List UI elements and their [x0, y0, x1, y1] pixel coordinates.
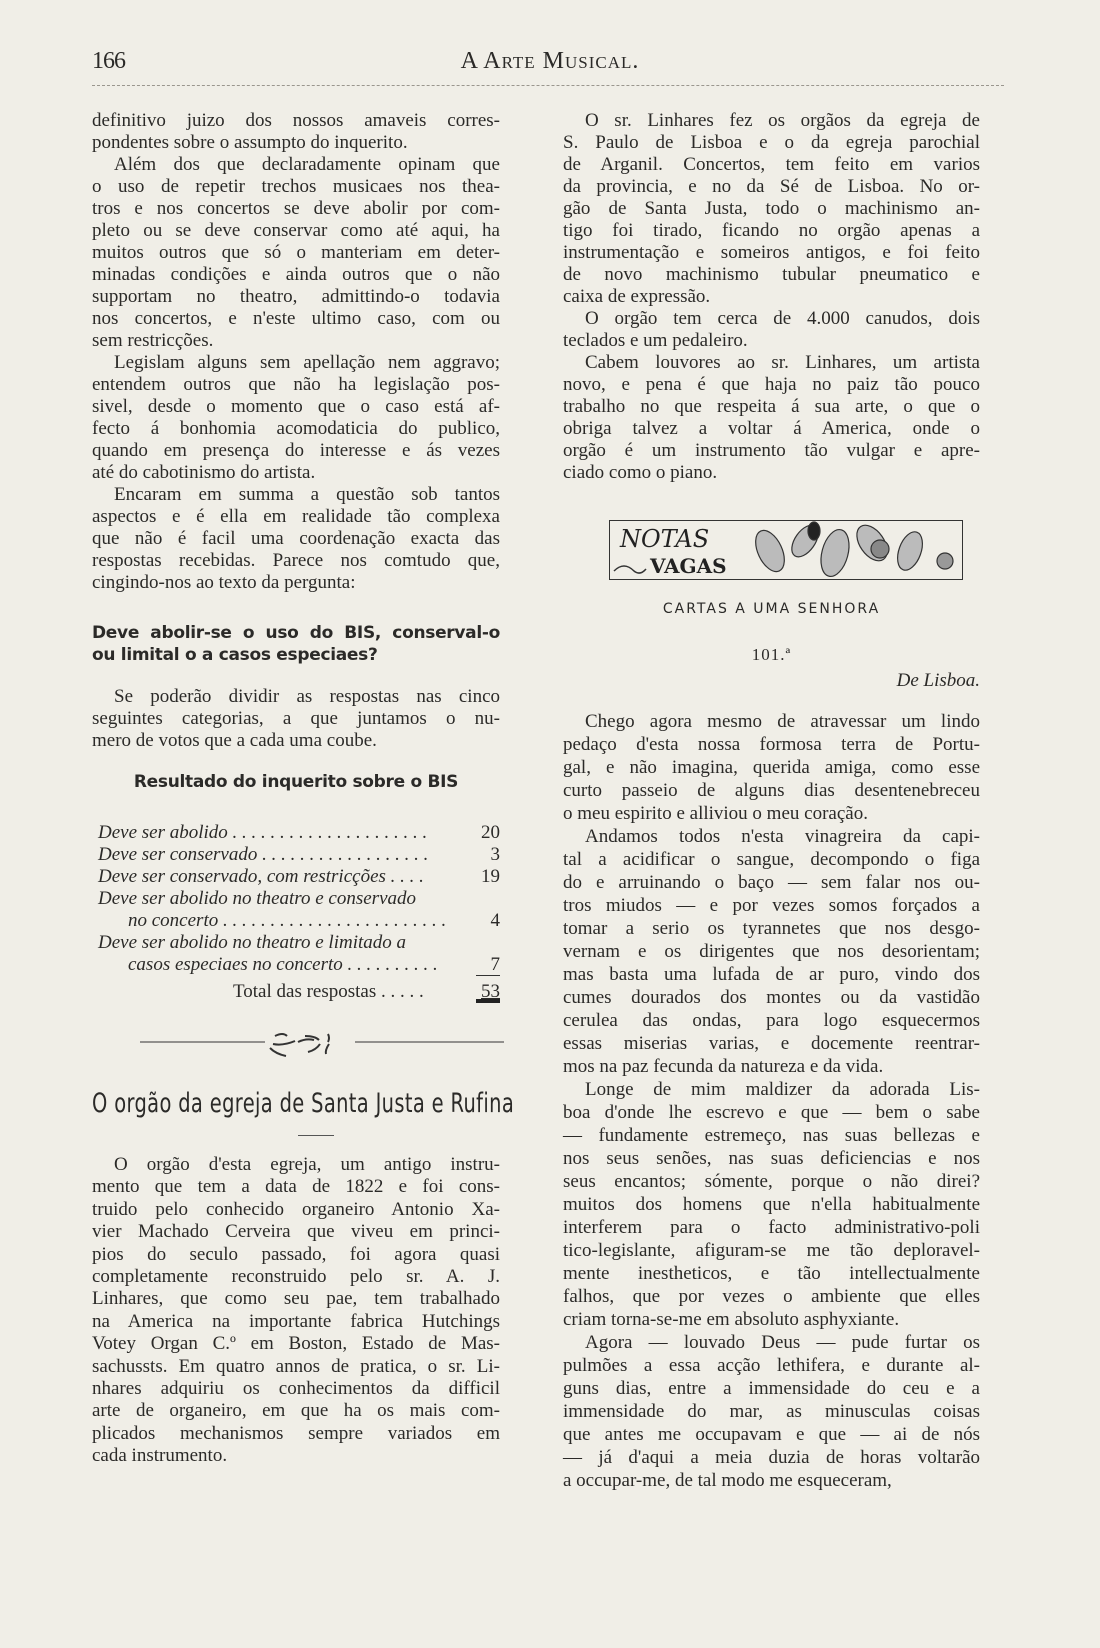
text-line: tros miudos — e por vezes somos forçados a	[563, 895, 980, 916]
results-total-row	[98, 981, 500, 1003]
page-number: 166	[92, 48, 125, 74]
logo-line2: VAGAS	[650, 554, 727, 578]
result-label: Deve ser abolido . . . . . . . . . . . . . . . . . . . . .	[98, 822, 428, 843]
text-line: O orgão d'esta egreja, um antigo instru-	[114, 1154, 500, 1175]
paragraph	[563, 710, 980, 825]
total-label: Total das respostas . . . . .	[233, 981, 424, 1002]
survey-question	[92, 622, 500, 666]
text-line: cada instrumento.	[92, 1445, 228, 1467]
text-line: tal a acidificar o sangue, decompondo o figa	[563, 849, 980, 870]
text-line: novo, e pena é que haja no paiz tão pouco	[563, 374, 980, 395]
text-line: cumes dourados dos montes ou da vastidão	[563, 987, 980, 1008]
text-line: pulmões a essa acção lethifera, e durante al-	[563, 1355, 980, 1376]
text-line: sachussts. Em quatro annos de pratica, o sr. Li-	[92, 1355, 500, 1377]
text-line: Além dos que declaradamente opinam que	[114, 154, 500, 175]
text-line: curto passeio de alguns dias desentenebreceu	[563, 780, 980, 801]
text-line: nos seus senões, nas suas deficiencias e nos	[563, 1148, 980, 1169]
section-ornament	[140, 1030, 504, 1060]
results-row	[98, 932, 500, 976]
text-line: immensidade do mar, as minusculas coisas	[563, 1401, 980, 1422]
text-line: Andamos todos n'esta vinagreira da capi-	[585, 826, 980, 847]
categories-paragraph	[92, 686, 500, 752]
letter-body	[563, 710, 980, 1492]
results-table	[98, 822, 500, 1003]
text-line: nos concertos, e n'este ultimo caso, com ou	[92, 308, 500, 329]
text-line: supportam no theatro, admittindo-o todavia	[92, 286, 500, 307]
text-line: S. Paulo de Lisboa e o da egreja parochial	[563, 132, 980, 153]
text-line: Encaram em summa a questão sob tantos	[114, 484, 500, 505]
text-line: obriga talvez a voltar á America, onde o	[563, 418, 980, 439]
text-line: boa d'onde lhe escrevo e que — bem o sabe	[563, 1102, 980, 1123]
text-line: arte de organeiro, em que ha os mais com-	[92, 1400, 500, 1422]
text-line: Votey Organ C.º em Boston, Estado de Mas-	[92, 1333, 500, 1355]
paragraph	[563, 825, 980, 1078]
text-line: mento que tem a data de 1822 e foi cons-	[92, 1176, 500, 1198]
text-line: até do cabotinismo do artista.	[92, 462, 316, 483]
text-line: vier Machado Cerveira que viveu em princi-	[92, 1221, 500, 1243]
text-line: ciado como o piano.	[563, 462, 718, 483]
paragraph	[563, 308, 980, 352]
ornament-flourish-icon	[140, 1030, 504, 1060]
text-line: Agora — louvado Deus — pude furtar os	[585, 1332, 980, 1353]
text-line: seguintes categorias, a que juntamos o nu-	[92, 708, 500, 729]
text-line: teclados e um pedaleiro.	[563, 330, 748, 351]
text-line: mas basta uma lufada de ar puro, vindo dos	[563, 964, 980, 985]
result-votes: 3	[490, 844, 500, 865]
text-line: de novo machinismo tubular pneumatico e	[563, 264, 980, 285]
text-line: mero de votos que a cada uma coube.	[92, 730, 377, 751]
results-row	[98, 866, 500, 888]
text-line: da provincia, e no da Sé de Lisboa. No or-	[563, 176, 980, 197]
result-label: Deve ser conservado . . . . . . . . . . . . . . . . . .	[98, 844, 429, 865]
result-votes: 7	[476, 954, 500, 976]
text-line: sem restricções.	[92, 330, 214, 351]
text-line: vernam e os dirigentes que nos desorientam;	[563, 941, 980, 962]
text-line: quando em presença do interesse e ás vezes	[92, 440, 500, 461]
text-line: sivel, desde o momento que o caso está af-	[92, 396, 500, 417]
paragraph	[92, 1154, 500, 1467]
paragraph	[92, 110, 500, 154]
text-line: Linhares, que como seu pae, tem trabalhado	[92, 1288, 500, 1310]
text-line: trabalho no que respeita á sua arte, o que o	[563, 396, 980, 417]
text-line: que antes me occupavam e que — ai de nós	[563, 1424, 980, 1445]
question-line: Deve abolir-se o uso do BIS, conserval-o	[92, 623, 500, 643]
text-line: essas miserias varias, e docemente reentrar-	[563, 1033, 980, 1054]
text-line: gão de Santa Justa, todo o machinismo an-	[563, 198, 980, 219]
text-line: tros e nos concertos se deve abolir por com-	[92, 198, 500, 219]
title-rule	[298, 1135, 334, 1136]
text-line: respostas recebidas. Parece nos comtudo que,	[92, 550, 500, 571]
results-heading: Resultado do inquerito sobre o BIS	[133, 772, 459, 792]
result-label: no concerto . . . . . . . . . . . . . . . . . . . . . . . .	[128, 910, 447, 931]
text-line: seus encantos; sómente, porque o não direi?	[563, 1171, 980, 1192]
paragraph	[92, 484, 500, 594]
text-line: plicados mechanismos sempre variados em	[92, 1422, 500, 1444]
paragraph	[92, 154, 500, 352]
text-line: do e arruinando o baço — sem falar nos ou-	[563, 872, 980, 893]
text-line: tigo foi tirado, ficando no orgão apenas a	[563, 220, 980, 241]
letter-number: 101.ª	[751, 645, 792, 664]
text-line: O sr. Linhares fez os orgãos da egreja de	[585, 110, 980, 131]
text-line: o uso de repetir trechos musicaes nos thea-	[92, 176, 500, 197]
results-row	[98, 844, 500, 866]
total-value: 53	[476, 981, 500, 1003]
text-line: de Arganil. Concertos, tem feito em varios	[563, 154, 980, 175]
text-line: que não é facil uma coordenação exacta das	[92, 528, 500, 549]
text-line: o meu espirito e alliviou o meu coração.	[563, 803, 868, 824]
text-line: Chego agora mesmo de atravessar um lindo	[585, 711, 980, 732]
text-line: cingindo-nos ao texto da pergunta:	[92, 572, 356, 593]
text-line: definitivo juizo dos nossos amaveis corres-	[92, 110, 500, 131]
text-line: muitos dos homens que n'ella habitualmente	[563, 1194, 980, 1215]
text-line: nhares adquiriu os conhecimentos da difficil	[92, 1377, 500, 1399]
right-article-continued	[563, 110, 980, 484]
article-body	[92, 1154, 500, 1467]
result-label: Deve ser abolido no theatro e conservado	[98, 888, 416, 909]
paragraph	[563, 1078, 980, 1331]
text-line: minadas condições e ainda outros que o não	[92, 264, 500, 285]
notas-vagas-logo	[609, 520, 963, 580]
result-votes: 19	[481, 866, 500, 887]
text-line: truido pelo conhecido organeiro Antonio Xa-	[92, 1198, 500, 1220]
floral-ornament-icon	[610, 521, 962, 579]
text-line: muitos outros que só o manteriam em deter-	[92, 242, 500, 263]
text-line: pondentes sobre o assumpto do inquerito.	[92, 132, 408, 153]
text-line: completamente reconstruido pelo sr. A. J.	[92, 1265, 500, 1287]
article-title: O orgão da egreja de Santa Justa e Rufina	[92, 1088, 515, 1119]
result-votes: 4	[490, 910, 500, 931]
results-row	[98, 888, 500, 932]
text-line: na America na importante fabrica Hutchings	[92, 1310, 500, 1332]
logo-line1: NOTAS	[620, 525, 710, 553]
section-subtitle: CARTAS A UMA SENHORA	[662, 601, 881, 617]
result-label: casos especiaes no concerto . . . . . . . . . .	[128, 954, 438, 975]
text-line: — já d'aqui a meia duzia de horas voltarão	[563, 1447, 980, 1468]
text-line: interferem para o facto administrativo-poli	[563, 1217, 980, 1238]
text-line: caixa de expressão.	[563, 286, 711, 307]
text-line: Se poderão dividir as respostas nas cinco	[114, 686, 500, 707]
running-title: A Arte Musical.	[460, 48, 640, 74]
text-line: instrumentação e someiros antigos, e foi feito	[563, 242, 980, 263]
paragraph	[92, 352, 500, 484]
text-line: guns dias, entre a immensidade do ceu e a	[563, 1378, 980, 1399]
result-votes: 20	[481, 822, 500, 843]
text-line: aspectos e é ella em realidade tão complexa	[92, 506, 500, 527]
text-line: cerulea das ondas, para logo esquecermos	[563, 1010, 980, 1031]
text-line: criam torna-se-me em absoluto asphyxiante.	[563, 1309, 900, 1330]
text-line: Legislam alguns sem apellação nem aggravo;	[114, 352, 500, 373]
text-line: Cabem louvores ao sr. Linhares, um artista	[585, 352, 980, 373]
text-line: mos na paz fecunda da natureza e da vida.	[563, 1056, 884, 1077]
header-rule	[92, 85, 1004, 86]
paragraph	[92, 686, 500, 752]
text-line: pios do seculo passado, foi agora quasi	[92, 1243, 500, 1265]
result-label: Deve ser abolido no theatro e limitado a	[98, 932, 406, 953]
results-row	[98, 822, 500, 844]
result-label: Deve ser conservado, com restricções . . . .	[98, 866, 424, 887]
question-line: ou limital o a casos especiaes?	[92, 645, 378, 665]
text-line: gal, e não imagina, querida amiga, como esse	[563, 757, 980, 778]
text-line: pleto ou se deve conservar como até aqui, ha	[92, 220, 500, 241]
text-line: O orgão tem cerca de 4.000 canudos, dois	[585, 308, 980, 329]
text-line: entendem outros que não ha legislação pos-	[92, 374, 500, 395]
text-line: a occupar-me, de tal modo me esqueceram,	[563, 1470, 892, 1491]
text-line: fecto á bonhomia acomodaticia do publico,	[92, 418, 500, 439]
paragraph	[563, 1331, 980, 1492]
text-line: pedaço d'esta nossa formosa terra de Portu-	[563, 734, 980, 755]
text-line: mente inestheticos, e tão intellectualmente	[563, 1263, 980, 1284]
text-line: tico-legislante, afiguram-se me tão deploravel-	[563, 1240, 980, 1261]
text-line: — fundamente estremeço, nas suas bellezas e	[563, 1125, 980, 1146]
text-line: orgão é um instrumento tão vulgar e apre-	[563, 440, 980, 461]
text-line: Longe de mim maldizer da adorada Lis-	[585, 1079, 980, 1100]
text-line: tomar a serio os tyrannetes que nos desgo-	[563, 918, 980, 939]
paragraph	[563, 110, 980, 308]
left-intro	[92, 110, 500, 594]
letter-place: De Lisboa.	[896, 670, 980, 691]
paragraph	[563, 352, 980, 484]
text-line: falhos, que por vezes o ambiente que elles	[563, 1286, 980, 1307]
